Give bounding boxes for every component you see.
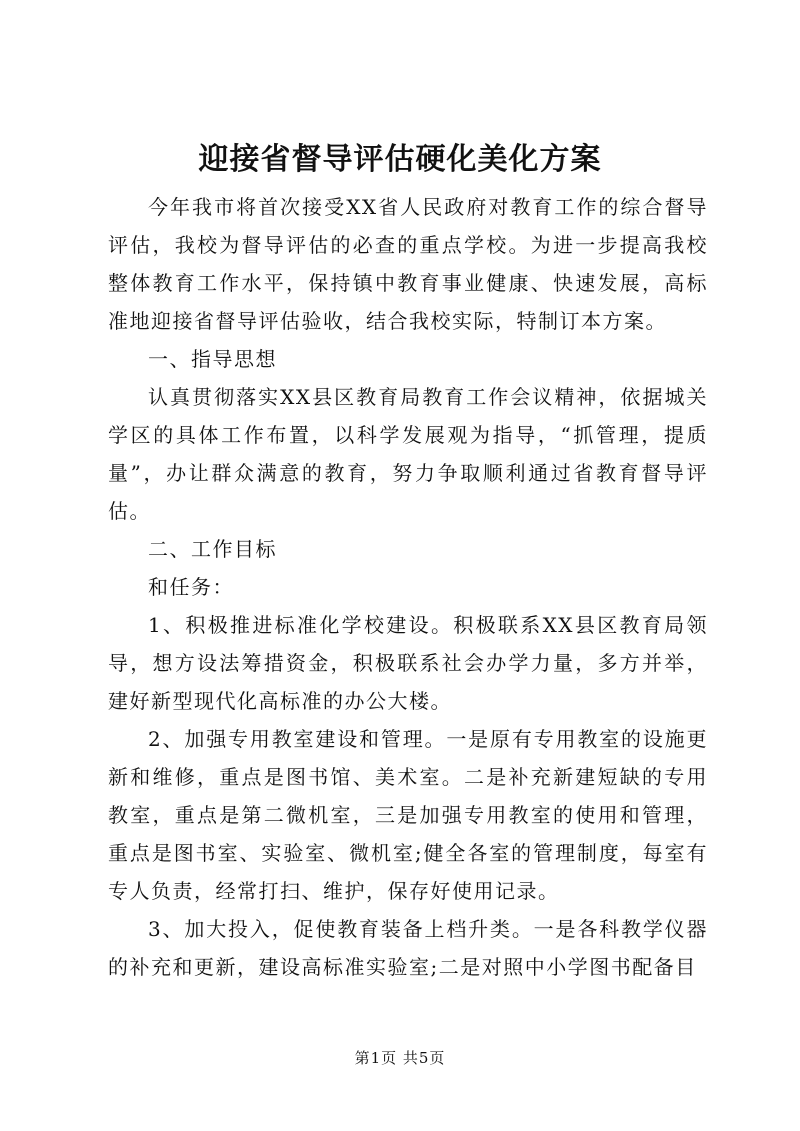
task-item-2: 2、加强专用教室建设和管理。一是原有专用教室的设施更新和维修，重点是图书馆、美术室。二是补充新建短缺的专用教室，重点是第二微机室，三是加强专用教室的使用和管理，重点是图书室、实验室、微机室;健全各室的管理制度，每室有专人负责，经常打扫、维护，保存好使用记录。 [108, 727, 708, 903]
intro-paragraph: 今年我市将首次接受XX省人民政府对教育工作的综合督导评估，我校为督导评估的必查的重点学校。为进一步提高我校整体教育工作水平，保持镇中教育事业健康、快速发展，高标准地迎接省督导评估验收，结合我校实际，特制订本方案。 [108, 195, 708, 333]
document-body [108, 188, 708, 986]
section-heading-work-goals: 二、工作目标 [148, 537, 277, 561]
task-item-1: 1、积极推进标准化学校建设。积极联系XX县区教育局领导，想方设法筹措资金，积极联系社会办学力量，多方并举，建好新型现代化高标准的办公大楼。 [108, 613, 708, 713]
guiding-ideology-paragraph: 认真贯彻落实XX县区教育局教育工作会议精神，依据城关学区的具体工作布置，以科学发展观为指导，“抓管理，提质量”，办让群众满意的教育，努力争取顺利通过省教育督导评估。 [108, 385, 708, 523]
work-goals-continuation: 和任务： [148, 575, 234, 599]
section-heading-guiding-ideology: 一、指导思想 [148, 347, 277, 371]
task-item-3: 3、加大投入，促使教育装备上档升类。一是各科教学仪器的补充和更新，建设高标准实验室;二是对照中小学图书配备目 [108, 917, 708, 979]
document-title: 迎接省督导评估硬化美化方案 [198, 142, 602, 177]
page-footer: 第1页 共5页 [354, 1049, 446, 1067]
